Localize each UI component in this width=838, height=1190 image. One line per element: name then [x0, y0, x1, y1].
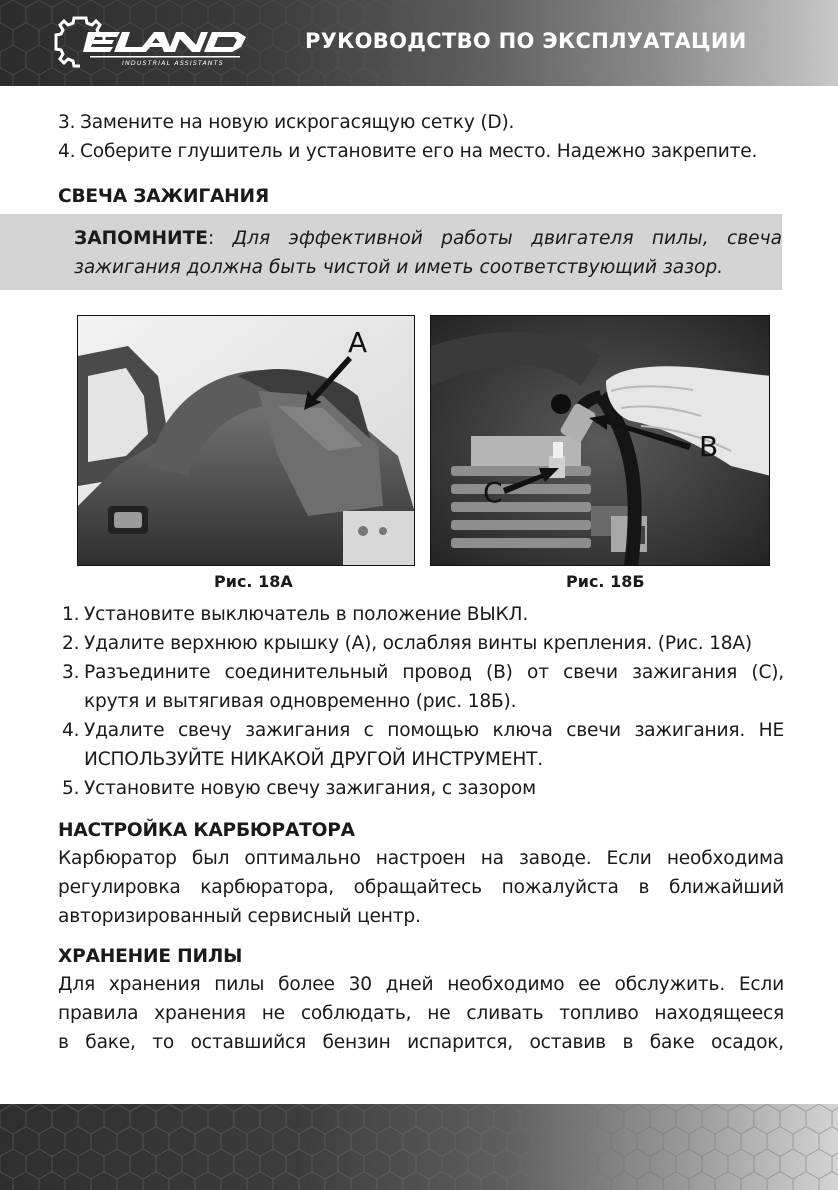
list-item: 3. Разъедините соединительный провод (В) от свечи зажигания (С),: [62, 662, 784, 683]
figure-caption-18a: Рис. 18А: [214, 572, 293, 591]
note-text: [74, 224, 782, 282]
carburetor-paragraph: [58, 844, 784, 931]
paragraph-line: Для хранения пилы более 30 дней необходимо ее обслужить. Если: [58, 974, 784, 995]
storage-paragraph: [58, 970, 784, 1057]
paragraph-line: авторизированный сервисный центр.: [58, 906, 421, 927]
paragraph-line: в баке, то оставшийся бензин испарится, оставив в баке осадок,: [58, 1032, 784, 1053]
page-footer: [0, 1104, 838, 1190]
paragraph-line: регулировка карбюратора, обращайтесь пожалуйста в ближайший: [58, 877, 784, 898]
list-item: 3. Замените на новую искрогасящую сетку (D).: [58, 112, 515, 133]
note-line: ЗАПОМНИТЕ: Для эффективной работы двигателя пилы, свеча: [74, 228, 782, 249]
list-item-continuation: крутя и вытягивая одновременно (рис. 18Б).: [84, 691, 517, 712]
spark-plug-wire-photo: [431, 316, 770, 566]
label-a: A: [348, 326, 368, 359]
figure-18a: [77, 315, 415, 566]
section-heading-spark-plug: СВЕЧА ЗАЖИГАНИЯ: [58, 186, 270, 207]
paragraph-line: правила хранения не соблюдать, не сливать топливо находящееся: [58, 1003, 784, 1024]
note-label: ЗАПОМНИТЕ: [74, 228, 208, 249]
paragraph-line: Карбюратор был оптимально настроен на заводе. Если необходима: [58, 848, 784, 869]
list-item: 2. Удалите верхнюю крышку (А), ослабляя винты крепления. (Рис. 18А): [62, 633, 752, 654]
intro-steps: [58, 108, 784, 166]
svg-text:INDUSTRIAL ASSISTANTS: INDUSTRIAL ASSISTANTS: [122, 60, 224, 67]
chainsaw-top-cover-photo: [78, 316, 415, 566]
list-item: 1. Установите выключатель в положение ВЫКЛ.: [62, 604, 529, 625]
note-line: зажигания должна быть чистой и иметь соответствующий зазор.: [74, 257, 724, 278]
section-heading-carburetor: НАСТРОЙКА КАРБЮРАТОРА: [58, 820, 355, 841]
label-b: B: [699, 430, 719, 463]
section-heading-storage: ХРАНЕНИЕ ПИЛЫ: [58, 946, 243, 967]
steps-list: [62, 600, 784, 803]
list-item-continuation: ИСПОЛЬЗУЙТЕ НИКАКОЙ ДРУГОЙ ИНСТРУМЕНТ.: [84, 749, 543, 770]
list-item: 4. Соберите глушитель и установите его на место. Надежно закрепите.: [58, 141, 758, 162]
label-c: C: [483, 476, 503, 509]
page-header: [0, 0, 838, 86]
eland-logo: [50, 12, 265, 72]
page-title: РУКОВОДСТВО ПО ЭКСПЛУАТАЦИИ: [305, 29, 747, 53]
figure-18b: [430, 315, 770, 566]
figure-caption-18b: Рис. 18Б: [566, 572, 645, 591]
hexagon-pattern: [0, 1104, 838, 1190]
list-item: 4. Удалите свечу зажигания с помощью ключа свечи зажигания. НЕ: [62, 720, 784, 741]
list-item: 5. Установите новую свечу зажигания, с зазором: [62, 778, 536, 799]
